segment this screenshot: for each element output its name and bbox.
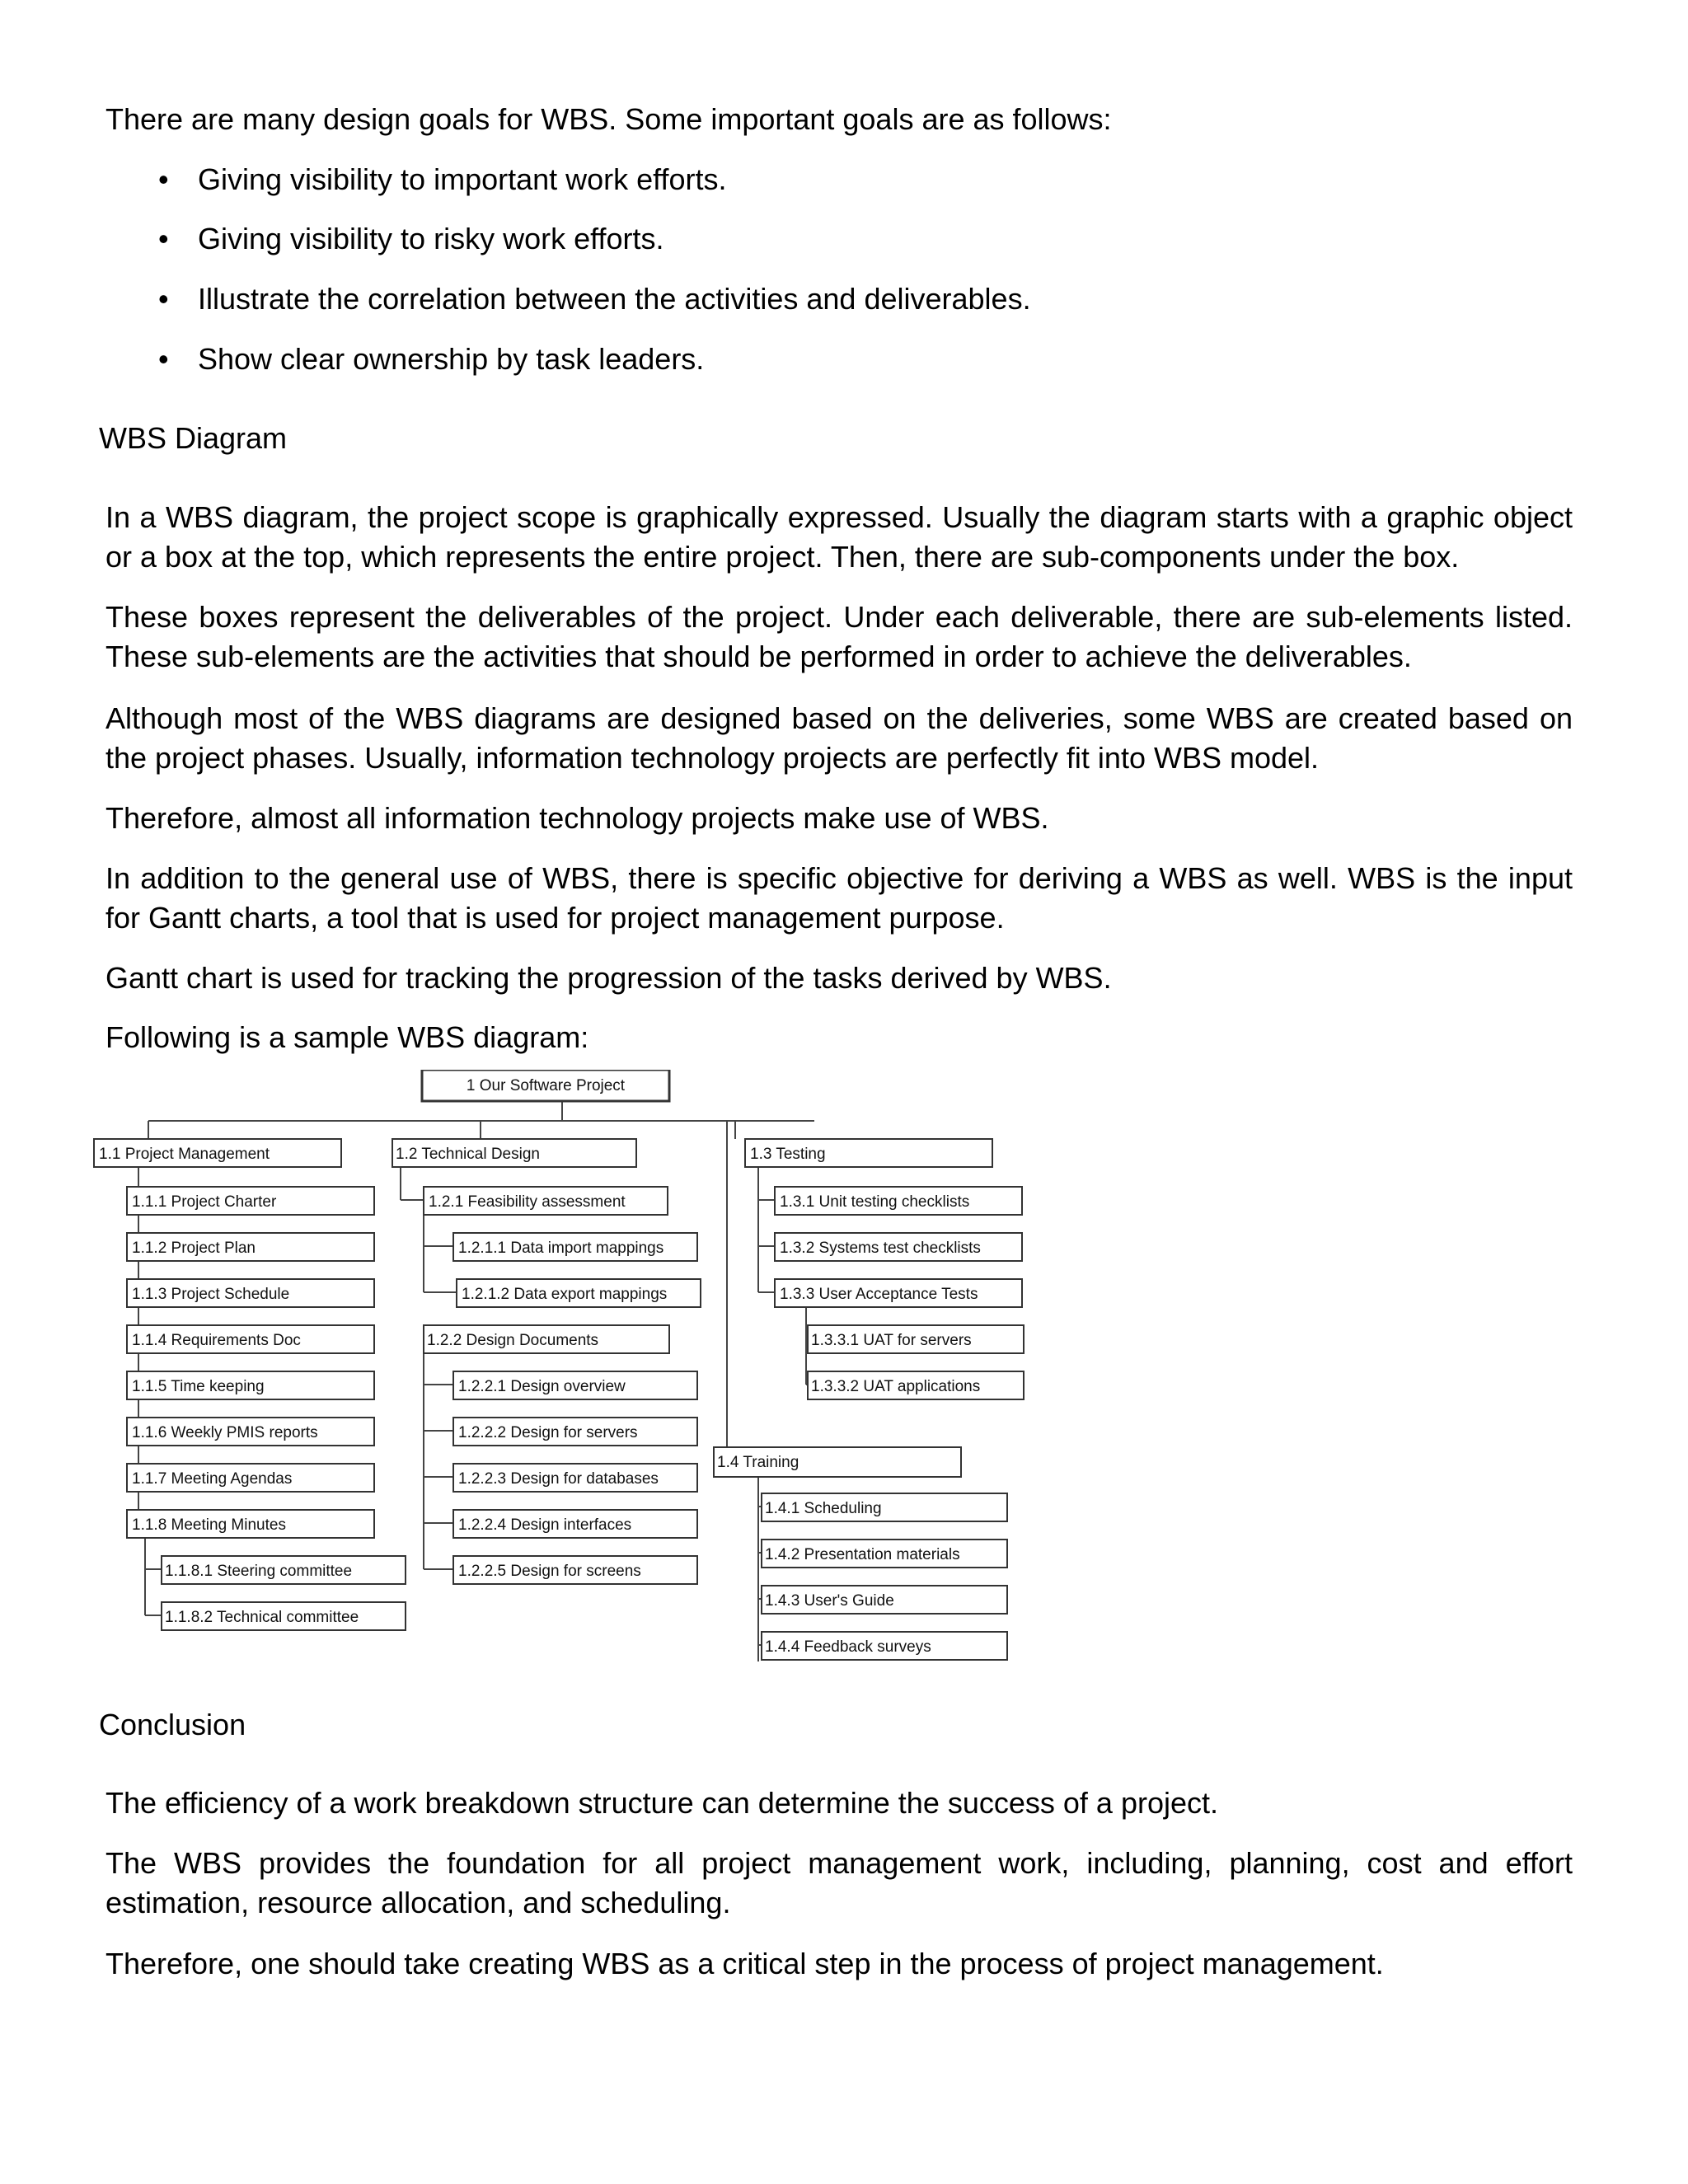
heading-conclusion: Conclusion [99,1708,246,1741]
goal-text: Giving visibility to important work efforts. [198,162,727,196]
paragraph: Although most of the WBS diagrams are designed based on the deliveries, some WBS are created based on the project phases. Usually, information technology projects are perfectly fit into WBS model. [106,701,1573,775]
node-label: 1.1.8 Meeting Minutes [132,1516,286,1534]
wbs-node [127,1418,374,1446]
paragraph: These boxes represent the deliverables of the project. Under each deliverable, there are sub-elements listed. These sub-elements are the activities that should be performed in order to achieve the deliverables. [106,600,1573,673]
node-label: 1.2.2 Design Documents [427,1332,599,1349]
wbs-node [392,1139,636,1167]
node-label: 1.2 Technical Design [396,1146,540,1163]
node-label: 1.3.3.2 UAT applications [811,1378,981,1395]
wbs-node [457,1279,701,1307]
goal-item [158,219,664,259]
paragraph: Therefore, almost all information technology projects make use of WBS. [106,801,1049,835]
bullet-icon: • [158,282,169,316]
node-label: 1.4.3 User's Guide [765,1592,894,1610]
paragraph: Therefore, one should take creating WBS as a critical step in the process of project management. [106,1947,1384,1980]
node-label: 1.2.1.2 Data export mappings [462,1286,668,1303]
paragraph: The efficiency of a work breakdown structure can determine the success of a project. [106,1786,1218,1820]
wbs-node [127,1464,374,1492]
wbs-node [162,1556,406,1584]
wbs-node [162,1602,406,1630]
paragraph: In addition to the general use of WBS, there is specific objective for deriving a WBS as well. WBS is the input for Gantt charts, a tool that is used for project management purpose. [106,861,1573,935]
wbs-node [453,1418,697,1446]
node-label: 1.2.2.4 Design interfaces [458,1516,632,1534]
wbs-node [775,1187,1022,1215]
node-label: 1.1.6 Weekly PMIS reports [132,1424,318,1441]
wbs-root-node [422,1070,669,1101]
wbs-node [453,1233,697,1261]
goal-item [158,340,705,379]
node-label: 1.4.2 Presentation materials [765,1546,960,1563]
wbs-node [453,1371,697,1399]
node-label: 1 Our Software Project [466,1077,626,1094]
goal-item [158,279,1031,319]
node-label: 1.3.3 User Acceptance Tests [780,1286,978,1303]
node-label: 1.1.8.2 Technical committee [165,1609,359,1626]
node-label: 1.4.1 Scheduling [765,1500,882,1517]
node-label: 1.3.1 Unit testing checklists [780,1193,970,1211]
node-label: 1.1.1 Project Charter [132,1193,277,1211]
paragraph: Gantt chart is used for tracking the progression of the tasks derived by WBS. [106,961,1112,995]
wbs-node [127,1325,374,1353]
goal-text: Illustrate the correlation between the activities and deliverables. [198,282,1031,316]
wbs-node [127,1187,374,1215]
paragraph: The WBS provides the foundation for all project management work, including, planning, cost and effort estimation, resource allocation, and scheduling. [106,1846,1573,1919]
wbs-node [424,1187,668,1215]
node-label: 1.4 Training [717,1454,799,1471]
goal-text: Show clear ownership by task leaders. [198,342,705,376]
wbs-node [453,1556,697,1584]
wbs-node [775,1233,1022,1261]
node-label: 1.3 Testing [750,1146,826,1163]
bullet-icon: • [158,162,169,196]
wbs-node [745,1139,992,1167]
node-label: 1.2.2.5 Design for screens [458,1563,641,1580]
wbs-node [714,1447,961,1477]
node-label: 1.1.4 Requirements Doc [132,1332,301,1349]
wbs-node [808,1325,1024,1353]
wbs-node [127,1279,374,1307]
wbs-node [94,1139,341,1167]
wbs-node [762,1540,1007,1568]
node-label: 1.1.2 Project Plan [132,1240,256,1257]
node-label: 1.1.5 Time keeping [132,1378,265,1395]
wbs-node [762,1586,1007,1614]
node-label: 1.1.7 Meeting Agendas [132,1470,293,1488]
node-label: 1.2.2.1 Design overview [458,1378,626,1395]
node-label: 1.2.2.3 Design for databases [458,1470,659,1488]
bullet-icon: • [158,222,169,255]
wbs-node [808,1371,1024,1399]
intro-text: There are many design goals for WBS. Some important goals are as follows: [106,102,1112,136]
node-label: 1.3.2 Systems test checklists [780,1240,981,1257]
goal-text: Giving visibility to risky work efforts. [198,222,664,255]
wbs-node [775,1279,1022,1307]
wbs-node [453,1464,697,1492]
node-label: 1.3.3.1 UAT for servers [811,1332,972,1349]
wbs-node [127,1371,374,1399]
wbs-node [453,1510,697,1538]
goal-item [158,160,727,199]
paragraph: Following is a sample WBS diagram: [106,1020,589,1054]
bullet-icon: • [158,342,169,376]
node-label: 1.1.8.1 Steering committee [165,1563,353,1580]
wbs-node [762,1632,1007,1660]
wbs-node [127,1510,374,1538]
node-label: 1.2.2.2 Design for servers [458,1424,638,1441]
node-label: 1.4.4 Feedback surveys [765,1638,931,1656]
node-label: 1.2.1.1 Data import mappings [458,1240,664,1257]
wbs-node [424,1325,669,1353]
wbs-node [762,1493,1007,1521]
node-label: 1.1.3 Project Schedule [132,1286,290,1303]
paragraph: In a WBS diagram, the project scope is graphically expressed. Usually the diagram starts with a graphic object or a box at the top, which represents the entire project. Then, there are sub-components under the box. [106,500,1573,574]
node-label: 1.2.1 Feasibility assessment [429,1193,626,1211]
wbs-node [127,1233,374,1261]
wbs-diagram [92,1070,1032,1675]
heading-wbs-diagram: WBS Diagram [99,421,288,455]
node-label: 1.1 Project Management [99,1146,270,1163]
